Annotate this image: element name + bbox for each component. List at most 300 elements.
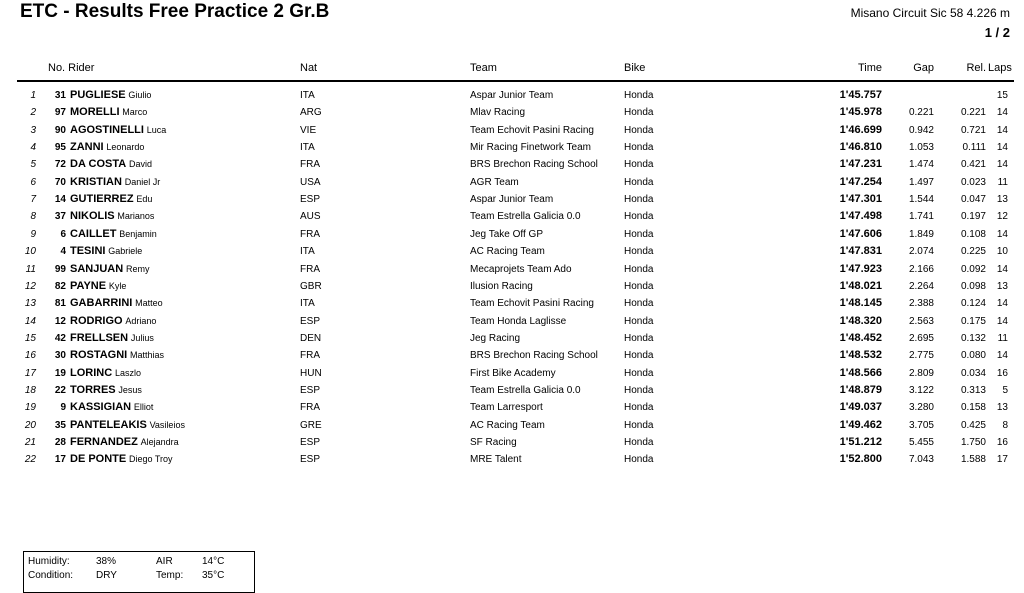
nationality: ITA	[300, 142, 315, 154]
header-divider	[17, 80, 1014, 82]
rider-first-name: Adriano	[125, 315, 157, 326]
lap-time: 1'47.831	[839, 245, 882, 258]
lap-time: 1'48.532	[839, 349, 882, 362]
rider-last-name: RODRIGO	[70, 314, 123, 327]
rider-number: 97	[54, 107, 66, 119]
rider-first-name: Diego Troy	[129, 454, 173, 465]
gap: 5.455	[908, 437, 934, 448]
position: 4	[30, 142, 36, 154]
team-name: Aspar Junior Team	[470, 90, 554, 101]
table-row	[0, 226, 1024, 243]
team-name: Jeg Racing	[470, 332, 521, 344]
relative-gap: 0.197	[960, 211, 986, 223]
rider-first-name: Jesus	[118, 384, 142, 395]
humidity-value: 38%	[96, 556, 117, 567]
rider-first-name: Daniel Jr	[124, 176, 161, 187]
nationality: DEN	[300, 332, 322, 344]
table-row	[0, 104, 1024, 121]
nationality: USA	[300, 176, 321, 188]
nationality: AUS	[300, 211, 321, 223]
gap: 3.280	[908, 402, 934, 414]
nationality: ITA	[300, 298, 315, 310]
page-number: 1 / 2	[984, 25, 1010, 40]
relative-gap: 0.421	[960, 159, 986, 171]
bike: Honda	[624, 298, 654, 310]
rider-number: 28	[54, 437, 66, 448]
team-name: Ilusion Racing	[470, 280, 533, 292]
rider	[38, 106, 147, 119]
rider-first-name: Luca	[146, 124, 167, 135]
gap: 2.695	[908, 332, 934, 344]
lap-time: 1'48.145	[839, 297, 882, 310]
gap: 3.122	[908, 384, 934, 396]
rider-number: 81	[54, 298, 66, 310]
gap: 0.221	[908, 107, 934, 119]
position: 17	[24, 367, 36, 379]
gap: 7.043	[908, 454, 934, 466]
lap-time: 1'52.800	[839, 453, 882, 466]
rider	[38, 436, 179, 449]
rider	[38, 89, 151, 102]
table-row	[0, 347, 1024, 364]
table-row	[0, 87, 1024, 104]
lap-time: 1'45.978	[839, 106, 882, 119]
rider-number: 4	[60, 246, 66, 258]
team-name: First Bike Academy	[470, 367, 556, 379]
position: 14	[24, 315, 36, 327]
rider-last-name: LORINC	[70, 366, 113, 379]
lap-time: 1'47.923	[839, 262, 882, 275]
laps: 8	[1002, 419, 1008, 431]
position: 12	[24, 280, 36, 292]
rider-number: 99	[54, 263, 66, 275]
nationality: ITA	[300, 90, 315, 101]
team-name: Team Honda Laglisse	[470, 315, 567, 327]
table-row	[0, 191, 1024, 208]
condition-label: Condition:	[28, 570, 74, 581]
laps: 14	[996, 142, 1008, 154]
gap: 3.705	[908, 419, 934, 431]
nationality: ESP	[300, 194, 321, 206]
nationality: HUN	[300, 367, 322, 379]
relative-gap: 0.132	[960, 332, 986, 344]
team-name: BRS Brechon Racing School	[470, 159, 598, 171]
rider-first-name: Gabriele	[108, 246, 143, 257]
table-row	[0, 399, 1024, 416]
rider-number: 22	[54, 384, 66, 396]
rider-last-name: KASSIGIAN	[70, 401, 132, 414]
table-row	[0, 174, 1024, 191]
rider-first-name: Kyle	[108, 280, 127, 291]
laps: 12	[996, 211, 1008, 223]
team-name: Mlav Racing	[470, 107, 526, 119]
rider-number: 14	[54, 194, 66, 206]
rider-number: 37	[54, 211, 66, 223]
table-row	[0, 365, 1024, 382]
bike: Honda	[624, 332, 654, 344]
relative-gap: 0.111	[962, 142, 986, 154]
nationality: GRE	[300, 419, 322, 431]
rider-first-name: Alejandra	[140, 437, 179, 447]
laps: 11	[997, 176, 1008, 188]
rider-number: 82	[54, 280, 66, 292]
relative-gap: 0.047	[960, 194, 986, 206]
gap: 2.166	[908, 263, 934, 275]
header-laps: Laps	[988, 62, 1012, 74]
lap-time: 1'46.699	[839, 123, 882, 136]
rider	[38, 210, 154, 223]
rider-number: 42	[54, 332, 66, 344]
rider	[38, 453, 173, 466]
position: 8	[30, 211, 36, 223]
rider-first-name: Julius	[130, 332, 154, 343]
bike: Honda	[624, 246, 654, 258]
rider	[38, 384, 142, 397]
bike: Honda	[624, 194, 654, 206]
team-name: AC Racing Team	[470, 419, 545, 431]
rider	[38, 228, 157, 241]
rider-number: 70	[54, 176, 66, 188]
bike: Honda	[624, 211, 654, 223]
gap: 2.264	[908, 280, 934, 292]
nationality: FRA	[300, 402, 320, 414]
team-name: Mecaprojets Team Ado	[470, 263, 572, 275]
header-nat: Nat	[300, 62, 318, 74]
lap-time: 1'48.879	[839, 383, 882, 396]
rider-last-name: NIKOLIS	[70, 210, 115, 223]
position: 6	[30, 176, 36, 188]
rider	[38, 401, 153, 414]
bike: Honda	[624, 90, 654, 101]
bike: Honda	[624, 263, 654, 275]
laps: 13	[996, 402, 1008, 414]
position: 18	[24, 384, 36, 396]
position: 15	[24, 332, 36, 344]
laps: 5	[1002, 384, 1008, 396]
nationality: GBR	[300, 280, 322, 292]
rider	[38, 176, 160, 189]
temp-label: Temp:	[156, 570, 184, 581]
lap-time: 1'51.212	[839, 436, 882, 448]
laps: 14	[996, 263, 1008, 275]
table-row	[0, 382, 1024, 399]
relative-gap: 0.221	[960, 107, 986, 119]
rider-number: 19	[54, 367, 66, 379]
rider-last-name: KRISTIAN	[70, 175, 122, 188]
rider-number: 30	[54, 350, 66, 362]
rider-last-name: GUTIERREZ	[70, 193, 134, 206]
bike: Honda	[624, 367, 654, 379]
laps: 15	[996, 90, 1008, 101]
bike: Honda	[624, 228, 654, 240]
rider-last-name: PAYNE	[70, 279, 107, 292]
rider	[38, 141, 144, 154]
rider-number: 6	[60, 228, 66, 240]
rider-first-name: Matthias	[130, 350, 165, 361]
team-name: Mir Racing Finetwork Team	[470, 142, 591, 154]
table-row	[0, 451, 1024, 468]
rider-first-name: David	[129, 159, 153, 170]
rider-last-name: CAILLET	[70, 227, 117, 240]
air-value: 14°C	[202, 556, 225, 567]
position: 13	[24, 298, 36, 310]
rider-first-name: Laszlo	[114, 367, 141, 378]
team-name: BRS Brechon Racing School	[470, 350, 598, 362]
condition-value: DRY	[96, 570, 117, 581]
relative-gap: 0.034	[960, 367, 986, 379]
bike: Honda	[624, 454, 654, 466]
rider-first-name: Giulio	[128, 90, 152, 100]
team-name: AGR Team	[470, 176, 519, 188]
laps: 14	[996, 107, 1008, 119]
rider-last-name: ZANNI	[70, 141, 104, 154]
position: 9	[30, 228, 36, 240]
bike: Honda	[624, 280, 654, 292]
gap: 2.074	[908, 246, 934, 258]
relative-gap: 0.175	[960, 315, 986, 327]
relative-gap: 0.023	[960, 176, 986, 188]
circuit-info: Misano Circuit Sic 58 4.226 m	[850, 6, 1010, 20]
position: 22	[24, 454, 36, 466]
laps: 14	[996, 159, 1008, 171]
rider	[38, 297, 163, 310]
header-rel: Rel.	[966, 62, 986, 74]
nationality: ESP	[300, 437, 321, 448]
bike: Honda	[624, 437, 654, 448]
lap-time: 1'49.462	[839, 418, 882, 431]
table-row	[0, 313, 1024, 330]
gap: 1.849	[908, 228, 934, 240]
nationality: FRA	[300, 159, 320, 171]
gap: 1.741	[908, 211, 934, 223]
nationality: ESP	[300, 454, 321, 466]
rider-last-name: AGOSTINELLI	[70, 123, 144, 136]
position: 19	[24, 402, 36, 414]
lap-time: 1'48.452	[839, 331, 882, 344]
table-row	[0, 243, 1024, 260]
lap-time: 1'45.757	[839, 89, 882, 101]
gap: 1.497	[908, 176, 934, 188]
rider-first-name: Edu	[136, 194, 153, 205]
position: 21	[24, 437, 36, 448]
rider-first-name: Benjamin	[119, 228, 157, 239]
position: 2	[30, 107, 36, 119]
table-row	[0, 156, 1024, 173]
bike: Honda	[624, 159, 654, 171]
table-row	[0, 122, 1024, 139]
lap-time: 1'46.810	[839, 141, 882, 154]
position: 1	[30, 90, 36, 101]
header-time: Time	[857, 62, 882, 74]
rider-first-name: Vasileios	[149, 419, 185, 430]
position: 7	[30, 194, 36, 206]
rider-first-name: Remy	[125, 263, 150, 274]
lap-time: 1'48.021	[839, 279, 882, 292]
bike: Honda	[624, 419, 654, 431]
lap-time: 1'48.320	[839, 314, 882, 327]
laps: 10	[996, 246, 1008, 258]
humidity-label: Humidity:	[28, 556, 70, 567]
rider	[38, 245, 142, 258]
rider-first-name: Leonardo	[106, 142, 145, 153]
gap: 2.388	[908, 298, 934, 310]
laps: 11	[997, 332, 1008, 344]
air-label: AIR	[156, 556, 173, 567]
team-name: SF Racing	[470, 437, 517, 448]
header-gap: Gap	[913, 62, 934, 74]
lap-time: 1'47.254	[839, 175, 882, 188]
relative-gap: 0.124	[960, 298, 986, 310]
rider-last-name: FRELLSEN	[70, 331, 129, 344]
relative-gap: 0.092	[960, 263, 986, 275]
team-name: Team Larresport	[470, 402, 543, 414]
rider-last-name: DE PONTE	[70, 453, 127, 466]
nationality: ITA	[300, 246, 315, 258]
table-row	[0, 295, 1024, 312]
rider-first-name: Marianos	[117, 211, 155, 222]
bike: Honda	[624, 384, 654, 396]
rider	[38, 419, 185, 432]
bike: Honda	[624, 124, 654, 136]
relative-gap: 0.098	[960, 280, 986, 292]
position: 16	[24, 350, 36, 362]
rider	[38, 332, 154, 345]
position: 20	[24, 419, 36, 431]
relative-gap: 0.313	[960, 384, 986, 396]
nationality: FRA	[300, 350, 320, 362]
relative-gap: 0.425	[960, 419, 986, 431]
laps: 17	[996, 454, 1008, 466]
relative-gap: 0.080	[960, 350, 986, 362]
laps: 16	[996, 437, 1008, 448]
gap: 1.053	[908, 142, 934, 154]
laps: 13	[996, 280, 1008, 292]
rider	[38, 124, 166, 137]
rider-last-name: SANJUAN	[70, 262, 124, 275]
lap-time: 1'47.231	[839, 158, 882, 171]
position: 10	[24, 246, 36, 258]
rider-number: 31	[54, 90, 66, 101]
team-name: MRE Talent	[470, 454, 522, 466]
table-row	[0, 208, 1024, 225]
rider-last-name: ROSTAGNI	[70, 349, 128, 362]
rider-first-name: Matteo	[135, 298, 163, 309]
team-name: Team Echovit Pasini Racing	[470, 124, 594, 136]
position: 11	[25, 263, 36, 275]
bike: Honda	[624, 107, 654, 119]
rider	[38, 315, 156, 328]
nationality: ESP	[300, 384, 321, 396]
rider-number: 72	[54, 159, 66, 171]
rider-number: 90	[54, 124, 66, 136]
lap-time: 1'47.301	[839, 193, 882, 206]
rider-last-name: TORRES	[70, 383, 116, 396]
laps: 14	[996, 124, 1008, 136]
bike: Honda	[624, 350, 654, 362]
rider	[38, 193, 152, 206]
rider-number: 95	[54, 142, 66, 154]
position: 5	[30, 159, 36, 171]
table-row	[0, 278, 1024, 295]
rider-number: 9	[60, 402, 66, 414]
rider-last-name: PANTELEAKIS	[70, 418, 147, 431]
rider-first-name: Elliot	[133, 402, 154, 413]
team-name: Team Estrella Galicia 0.0	[470, 384, 581, 396]
nationality: ARG	[300, 107, 322, 119]
relative-gap: 0.158	[960, 402, 986, 414]
rider-last-name: GABARRINI	[70, 297, 133, 310]
bike: Honda	[624, 176, 654, 188]
relative-gap: 0.225	[960, 246, 986, 258]
laps: 16	[996, 367, 1008, 379]
laps: 14	[996, 350, 1008, 362]
lap-time: 1'48.566	[839, 366, 882, 379]
rider-last-name: PUGLIESE	[70, 89, 126, 101]
header-no-rider: No. Rider	[48, 62, 95, 74]
laps: 14	[996, 315, 1008, 327]
header-team: Team	[470, 62, 497, 74]
weather-box	[23, 551, 255, 593]
gap: 2.809	[908, 367, 934, 379]
rider-first-name: Marco	[122, 107, 148, 118]
bike: Honda	[624, 142, 654, 154]
position: 3	[30, 124, 36, 136]
relative-gap: 1.588	[960, 454, 986, 466]
team-name: Aspar Junior Team	[470, 194, 554, 206]
gap: 2.563	[908, 315, 934, 327]
temp-value: 35°C	[202, 570, 225, 581]
rider-number: 12	[54, 315, 66, 327]
gap: 1.544	[908, 194, 934, 206]
gap: 0.942	[908, 124, 934, 136]
lap-time: 1'47.498	[839, 210, 882, 223]
table-row	[0, 139, 1024, 156]
table-row	[0, 434, 1024, 451]
nationality: FRA	[300, 263, 320, 275]
table-row	[0, 417, 1024, 434]
nationality: VIE	[300, 124, 317, 136]
rider-last-name: DA COSTA	[70, 158, 127, 171]
nationality: ESP	[300, 315, 321, 327]
rider-number: 35	[54, 419, 66, 431]
relative-gap: 1.750	[960, 437, 986, 448]
rider-last-name: MORELLI	[70, 106, 120, 119]
laps: 13	[996, 194, 1008, 206]
laps: 14	[996, 228, 1008, 240]
rider	[38, 349, 164, 362]
document-title: ETC - Results Free Practice 2 Gr.B	[20, 1, 330, 22]
lap-time: 1'47.606	[839, 227, 882, 240]
nationality: FRA	[300, 228, 320, 240]
gap: 2.775	[908, 350, 934, 362]
team-name: Jeg Take Off GP	[470, 228, 544, 240]
rider-last-name: FERNANDEZ	[70, 436, 138, 448]
rider	[38, 158, 152, 171]
header-bike: Bike	[624, 62, 646, 74]
relative-gap: 0.108	[960, 228, 986, 240]
lap-time: 1'49.037	[839, 401, 882, 414]
rider	[38, 367, 141, 380]
team-name: Team Echovit Pasini Racing	[470, 298, 594, 310]
rider	[38, 280, 126, 293]
rider-last-name: TESINI	[70, 245, 106, 258]
bike: Honda	[624, 402, 654, 414]
rider	[38, 263, 149, 276]
gap: 1.474	[908, 159, 934, 171]
relative-gap: 0.721	[960, 124, 986, 136]
table-row	[0, 330, 1024, 347]
team-name: Team Estrella Galicia 0.0	[470, 211, 581, 223]
